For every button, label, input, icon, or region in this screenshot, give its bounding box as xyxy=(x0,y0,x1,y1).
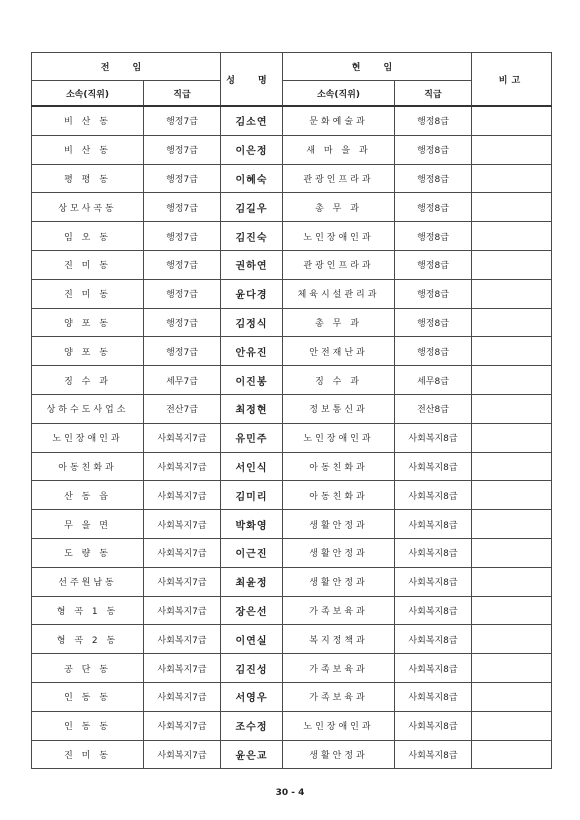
name-cell: 안유진 xyxy=(221,337,283,366)
after-grade-cell: 사회복지8급 xyxy=(395,481,472,510)
remarks-cell xyxy=(472,510,552,539)
name-cell: 권하연 xyxy=(221,250,283,279)
remarks-cell xyxy=(472,250,552,279)
header-before-grade: 직급 xyxy=(144,81,221,107)
name-cell: 박화영 xyxy=(221,510,283,539)
before-grade-cell: 행정7급 xyxy=(144,164,221,193)
table-row xyxy=(32,625,552,654)
before-grade-cell: 사회복지7급 xyxy=(144,654,221,683)
table-header xyxy=(32,53,552,107)
remarks-cell xyxy=(472,279,552,308)
remarks-cell xyxy=(472,682,552,711)
after-dept-cell: 가족보육과 xyxy=(283,596,395,625)
before-grade-cell: 사회복지7급 xyxy=(144,596,221,625)
before-dept-cell: 무 을 면 xyxy=(32,510,144,539)
after-grade-cell: 행정8급 xyxy=(395,308,472,337)
table-row xyxy=(32,711,552,740)
before-grade-cell: 행정7급 xyxy=(144,308,221,337)
after-grade-cell: 사회복지8급 xyxy=(395,510,472,539)
table-row xyxy=(32,682,552,711)
before-grade-cell: 세무7급 xyxy=(144,366,221,395)
after-dept-cell: 관광인프라과 xyxy=(283,164,395,193)
table-row xyxy=(32,106,552,135)
before-dept-cell: 평 평 동 xyxy=(32,164,144,193)
after-grade-cell: 사회복지8급 xyxy=(395,682,472,711)
before-dept-cell: 공 단 동 xyxy=(32,654,144,683)
before-dept-cell: 인 동 동 xyxy=(32,682,144,711)
after-grade-cell: 사회복지8급 xyxy=(395,423,472,452)
after-grade-cell: 행정8급 xyxy=(395,193,472,222)
before-dept-cell: 양 포 동 xyxy=(32,337,144,366)
remarks-cell xyxy=(472,106,552,135)
after-dept-cell: 정보통신과 xyxy=(283,394,395,423)
after-dept-cell: 노인장애인과 xyxy=(283,423,395,452)
remarks-cell xyxy=(472,538,552,567)
remarks-cell xyxy=(472,596,552,625)
remarks-cell xyxy=(472,625,552,654)
table-row xyxy=(32,567,552,596)
before-grade-cell: 사회복지7급 xyxy=(144,711,221,740)
after-grade-cell: 사회복지8급 xyxy=(395,567,472,596)
name-cell: 이혜숙 xyxy=(221,164,283,193)
table-row xyxy=(32,366,552,395)
name-cell: 조수정 xyxy=(221,711,283,740)
before-dept-cell: 인 동 동 xyxy=(32,711,144,740)
after-grade-cell: 행정8급 xyxy=(395,337,472,366)
remarks-cell xyxy=(472,452,552,481)
after-dept-cell: 노인장애인과 xyxy=(283,711,395,740)
header-remarks: 비고 xyxy=(472,53,552,107)
page-number: 30 - 4 xyxy=(275,788,305,798)
before-grade-cell: 행정7급 xyxy=(144,193,221,222)
after-grade-cell: 사회복지8급 xyxy=(395,452,472,481)
table-row xyxy=(32,740,552,769)
name-cell: 윤다경 xyxy=(221,279,283,308)
table-row xyxy=(32,308,552,337)
header-after: 현 임 xyxy=(283,53,472,81)
before-dept-cell: 상하수도사업소 xyxy=(32,394,144,423)
after-dept-cell: 아동친화과 xyxy=(283,452,395,481)
table-row xyxy=(32,394,552,423)
remarks-cell xyxy=(472,135,552,164)
after-grade-cell: 행정8급 xyxy=(395,164,472,193)
before-grade-cell: 사회복지7급 xyxy=(144,682,221,711)
name-cell: 김소연 xyxy=(221,106,283,135)
before-dept-cell: 양 포 동 xyxy=(32,308,144,337)
name-cell: 김진성 xyxy=(221,654,283,683)
before-grade-cell: 사회복지7급 xyxy=(144,740,221,769)
after-grade-cell: 사회복지8급 xyxy=(395,538,472,567)
name-cell: 이진봉 xyxy=(221,366,283,395)
after-grade-cell: 세무8급 xyxy=(395,366,472,395)
table-row xyxy=(32,481,552,510)
name-cell: 이은정 xyxy=(221,135,283,164)
remarks-cell xyxy=(472,193,552,222)
after-dept-cell: 생활안정과 xyxy=(283,538,395,567)
name-cell: 김진숙 xyxy=(221,222,283,251)
after-grade-cell: 사회복지8급 xyxy=(395,654,472,683)
after-dept-cell: 안전재난과 xyxy=(283,337,395,366)
after-grade-cell: 사회복지8급 xyxy=(395,740,472,769)
after-grade-cell: 행정8급 xyxy=(395,106,472,135)
personnel-table-container xyxy=(31,52,551,769)
name-cell: 서인식 xyxy=(221,452,283,481)
before-dept-cell: 형 곡 2 동 xyxy=(32,625,144,654)
after-grade-cell: 행정8급 xyxy=(395,222,472,251)
before-dept-cell: 징 수 과 xyxy=(32,366,144,395)
name-cell: 최정현 xyxy=(221,394,283,423)
after-dept-cell: 생활안정과 xyxy=(283,567,395,596)
remarks-cell xyxy=(472,337,552,366)
remarks-cell xyxy=(472,308,552,337)
after-grade-cell: 행정8급 xyxy=(395,279,472,308)
before-dept-cell: 진 미 동 xyxy=(32,279,144,308)
before-dept-cell: 비 산 동 xyxy=(32,135,144,164)
after-dept-cell: 아동친화과 xyxy=(283,481,395,510)
after-dept-cell: 문화예술과 xyxy=(283,106,395,135)
name-cell: 서영우 xyxy=(221,682,283,711)
remarks-cell xyxy=(472,394,552,423)
before-dept-cell: 임 오 동 xyxy=(32,222,144,251)
before-grade-cell: 행정7급 xyxy=(144,106,221,135)
after-dept-cell: 징 수 과 xyxy=(283,366,395,395)
before-grade-cell: 행정7급 xyxy=(144,279,221,308)
before-grade-cell: 행정7급 xyxy=(144,250,221,279)
header-name: 성 명 xyxy=(221,53,283,107)
before-grade-cell: 전산7급 xyxy=(144,394,221,423)
name-cell: 김미리 xyxy=(221,481,283,510)
after-grade-cell: 사회복지8급 xyxy=(395,711,472,740)
after-dept-cell: 생활안정과 xyxy=(283,510,395,539)
name-cell: 김정식 xyxy=(221,308,283,337)
name-cell: 최윤정 xyxy=(221,567,283,596)
table-row xyxy=(32,538,552,567)
table-row xyxy=(32,250,552,279)
header-before: 전 임 xyxy=(32,53,221,81)
after-dept-cell: 새 마 을 과 xyxy=(283,135,395,164)
header-before-dept: 소속(직위) xyxy=(32,81,144,107)
table-row xyxy=(32,452,552,481)
before-grade-cell: 사회복지7급 xyxy=(144,481,221,510)
after-dept-cell: 노인장애인과 xyxy=(283,222,395,251)
remarks-cell xyxy=(472,164,552,193)
table-row xyxy=(32,596,552,625)
remarks-cell xyxy=(472,366,552,395)
after-grade-cell: 사회복지8급 xyxy=(395,596,472,625)
remarks-cell xyxy=(472,654,552,683)
before-grade-cell: 사회복지7급 xyxy=(144,567,221,596)
before-grade-cell: 사회복지7급 xyxy=(144,423,221,452)
remarks-cell xyxy=(472,740,552,769)
after-dept-cell: 가족보육과 xyxy=(283,654,395,683)
remarks-cell xyxy=(472,567,552,596)
before-dept-cell: 도 량 동 xyxy=(32,538,144,567)
after-dept-cell: 체육시설관리과 xyxy=(283,279,395,308)
before-grade-cell: 사회복지7급 xyxy=(144,538,221,567)
before-dept-cell: 노인장애인과 xyxy=(32,423,144,452)
before-grade-cell: 행정7급 xyxy=(144,337,221,366)
remarks-cell xyxy=(472,711,552,740)
name-cell: 장은선 xyxy=(221,596,283,625)
table-row xyxy=(32,222,552,251)
name-cell: 김길우 xyxy=(221,193,283,222)
after-dept-cell: 복지정책과 xyxy=(283,625,395,654)
before-dept-cell: 아동친화과 xyxy=(32,452,144,481)
after-grade-cell: 행정8급 xyxy=(395,250,472,279)
after-dept-cell: 가족보육과 xyxy=(283,682,395,711)
remarks-cell xyxy=(472,481,552,510)
table-row xyxy=(32,164,552,193)
table-row xyxy=(32,279,552,308)
remarks-cell xyxy=(472,222,552,251)
remarks-cell xyxy=(472,423,552,452)
before-dept-cell: 비 산 동 xyxy=(32,106,144,135)
personnel-transfer-table xyxy=(31,52,552,769)
table-row xyxy=(32,337,552,366)
table-row xyxy=(32,654,552,683)
before-grade-cell: 사회복지7급 xyxy=(144,452,221,481)
before-dept-cell: 선주원남동 xyxy=(32,567,144,596)
after-dept-cell: 총 무 과 xyxy=(283,193,395,222)
before-dept-cell: 형 곡 1 동 xyxy=(32,596,144,625)
before-dept-cell: 산 동 읍 xyxy=(32,481,144,510)
table-row xyxy=(32,510,552,539)
name-cell: 이근진 xyxy=(221,538,283,567)
before-grade-cell: 사회복지7급 xyxy=(144,625,221,654)
before-grade-cell: 사회복지7급 xyxy=(144,510,221,539)
before-grade-cell: 행정7급 xyxy=(144,222,221,251)
name-cell: 유민주 xyxy=(221,423,283,452)
before-dept-cell: 진 미 동 xyxy=(32,740,144,769)
before-dept-cell: 진 미 동 xyxy=(32,250,144,279)
table-row xyxy=(32,135,552,164)
name-cell: 이연실 xyxy=(221,625,283,654)
before-grade-cell: 행정7급 xyxy=(144,135,221,164)
table-row xyxy=(32,423,552,452)
after-grade-cell: 행정8급 xyxy=(395,135,472,164)
table-row xyxy=(32,193,552,222)
before-dept-cell: 상모사곡동 xyxy=(32,193,144,222)
after-dept-cell: 관광인프라과 xyxy=(283,250,395,279)
after-grade-cell: 사회복지8급 xyxy=(395,625,472,654)
table-body xyxy=(32,106,552,769)
header-after-dept: 소속(직위) xyxy=(283,81,395,107)
after-dept-cell: 총 무 과 xyxy=(283,308,395,337)
after-grade-cell: 전산8급 xyxy=(395,394,472,423)
name-cell: 윤은교 xyxy=(221,740,283,769)
after-dept-cell: 생활안정과 xyxy=(283,740,395,769)
header-after-grade: 직급 xyxy=(395,81,472,107)
